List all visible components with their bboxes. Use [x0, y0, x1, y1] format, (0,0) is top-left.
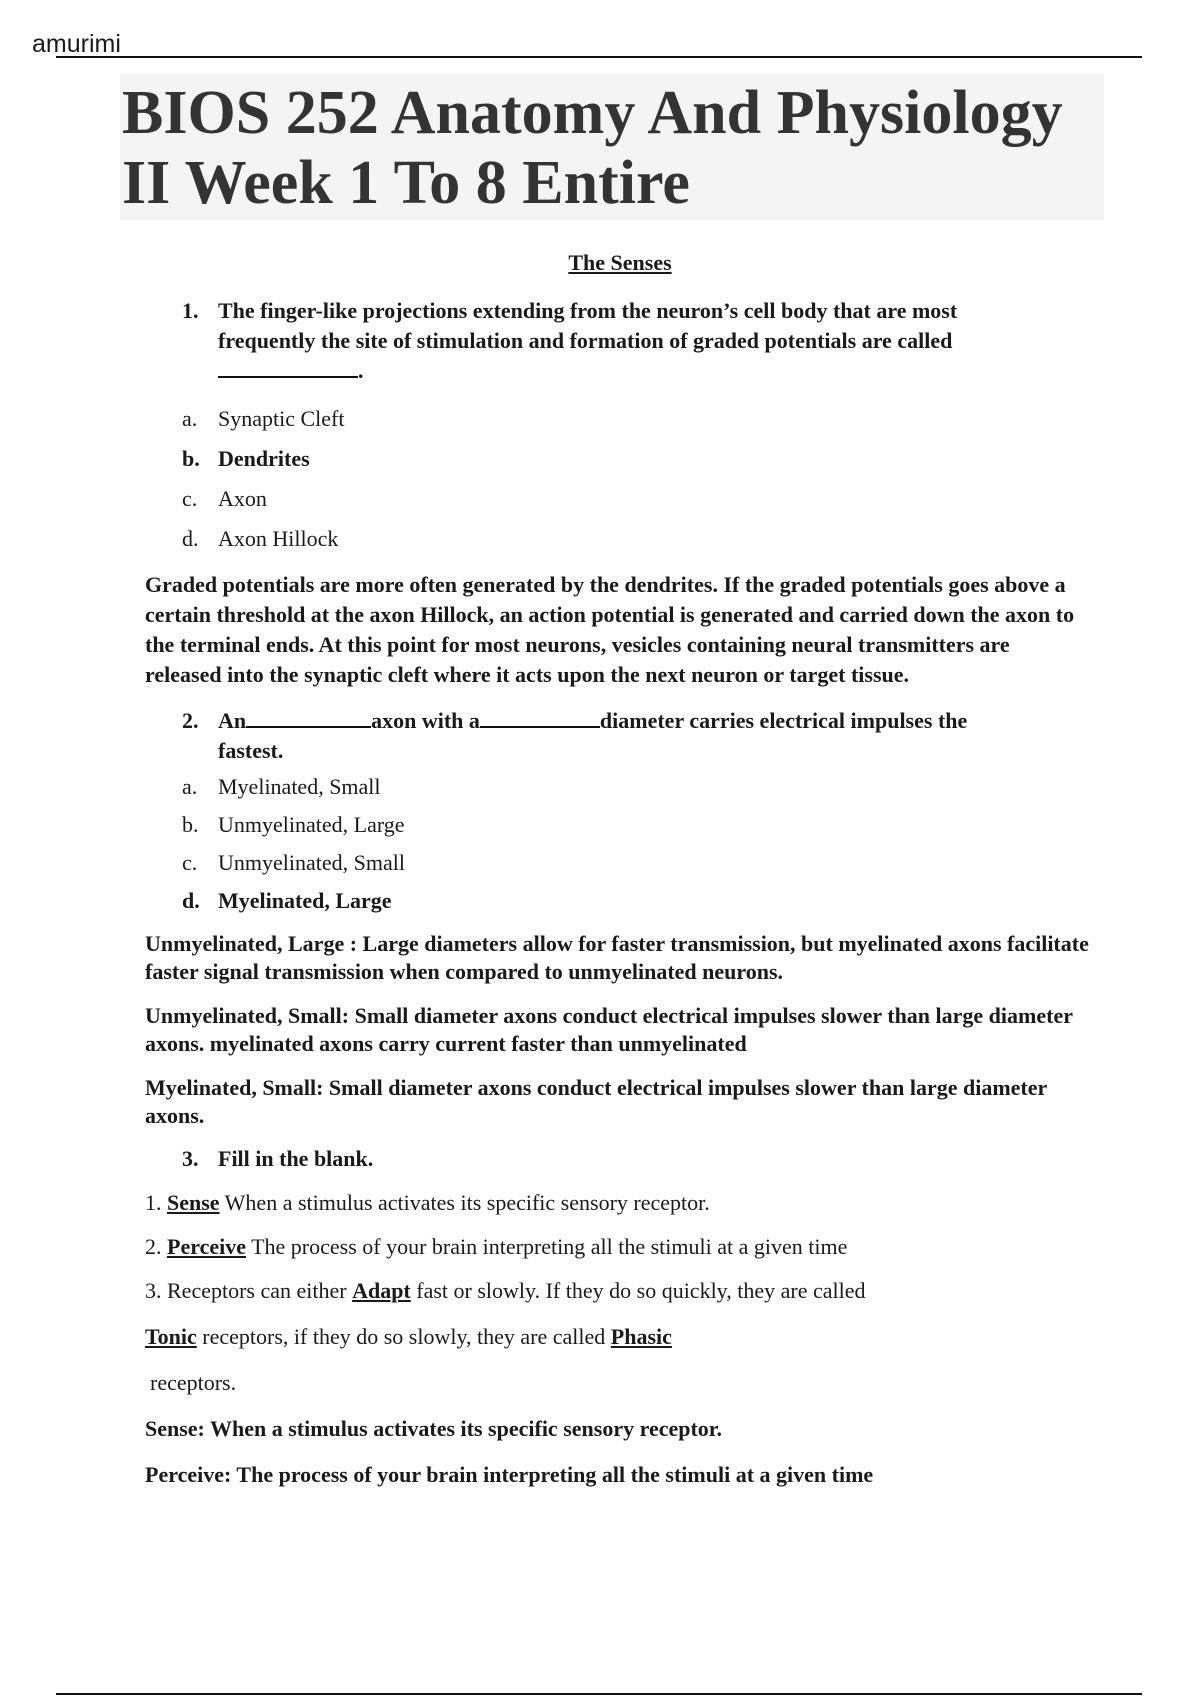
option-d	[182, 526, 1200, 552]
question-number: 2.	[182, 708, 199, 733]
option-text: Dendrites	[218, 446, 310, 471]
option-text: Unmyelinated, Large	[218, 812, 405, 837]
fill-prefix: 3. Receptors can either	[145, 1278, 353, 1303]
fill-prefix: 2.	[145, 1234, 167, 1259]
question-text	[218, 706, 1050, 766]
option-letter: c.	[182, 486, 198, 511]
question-text-part: An	[218, 708, 247, 733]
option-letter: d.	[182, 526, 199, 551]
option-c	[182, 486, 1200, 512]
question-text-part: fastest.	[218, 738, 284, 763]
question-3	[182, 1144, 1050, 1174]
footer-rule	[56, 1693, 1142, 1695]
option-d-correct	[182, 888, 1200, 914]
option-text: Axon	[218, 486, 267, 511]
option-b	[182, 812, 1200, 838]
answer-blank	[480, 708, 600, 728]
summary-sense: Sense: When a stimulus activates its specific sensory receptor.	[145, 1416, 723, 1441]
option-b-correct	[182, 446, 1200, 472]
fill-answer: Adapt	[352, 1278, 411, 1303]
summary-perceive: Perceive: The process of your brain interpreting all the stimuli at a given time	[145, 1462, 874, 1487]
option-text: Axon Hillock	[218, 526, 339, 551]
question-2	[182, 706, 1050, 766]
title-line-1: BIOS 252 Anatomy And Physiology	[122, 79, 1063, 147]
question-number: 3.	[182, 1146, 199, 1171]
fill-line-5: receptors.	[150, 1370, 237, 1395]
fill-line-4	[145, 1322, 1090, 1352]
explanation-q2-b: Unmyelinated, Small: Small diameter axons conduct electrical impulses slower than large diameter axons. myelinated axons carry current faster than unmyelinated	[145, 1003, 1073, 1056]
option-a	[182, 774, 1200, 800]
fill-prefix: 1.	[145, 1190, 167, 1215]
option-letter: d.	[182, 888, 200, 913]
answer-blank	[246, 708, 371, 728]
explanation-q2-a: Unmyelinated, Large : Large diameters allow for faster transmission, but myelinated axons facilitate faster signal transmission when compared to unmyelinated neurons.	[145, 931, 1089, 984]
option-text: Myelinated, Large	[218, 888, 392, 913]
option-text: Synaptic Cleft	[218, 406, 345, 431]
question-1	[182, 296, 1050, 386]
question-number: 1.	[182, 298, 199, 323]
explanation-q2-c: Myelinated, Small: Small diameter axons conduct electrical impulses slower than large diameter axons.	[145, 1075, 1047, 1128]
question-text-body: The finger-like projections extending from the neuron’s cell body that are most frequently the site of stimulation and formation of graded potentials are called	[218, 298, 958, 353]
fill-rest: When a stimulus activates its specific sensory receptor.	[219, 1190, 710, 1215]
title-box	[120, 74, 1104, 220]
question-text: The finger-like projections extending from the neuron’s cell body that are most frequently the site of stimulation and formation of graded potentials are called .	[218, 298, 958, 383]
document-title	[122, 78, 1104, 218]
option-c	[182, 850, 1200, 876]
uploader-name: amurimi	[32, 30, 121, 58]
question-text-part: diameter carries electrical impulses the	[599, 708, 968, 733]
option-letter: a.	[182, 406, 198, 431]
option-a	[182, 406, 1200, 432]
option-text: Unmyelinated, Small	[218, 850, 405, 875]
option-letter: b.	[182, 446, 200, 471]
fill-answer: Sense	[167, 1190, 220, 1215]
option-letter: c.	[182, 850, 198, 875]
fill-rest: The process of your brain interpreting all the stimuli at a given time	[245, 1234, 848, 1259]
section-title: The Senses	[568, 250, 672, 275]
option-text: Myelinated, Small	[218, 774, 381, 799]
fill-answer: Perceive	[167, 1234, 246, 1259]
title-line-2: II Week 1 To 8 Entire	[122, 149, 690, 217]
question-text: Fill in the blank.	[218, 1146, 374, 1171]
question-text-part: axon with a	[371, 708, 480, 733]
fill-rest: receptors, if they do so slowly, they are called	[196, 1324, 611, 1349]
fill-answer: Phasic	[610, 1324, 672, 1349]
fill-line-3	[145, 1276, 1090, 1306]
fill-line-2	[145, 1232, 1090, 1262]
fill-rest: fast or slowly. If they do so quickly, they are called	[410, 1278, 866, 1303]
fill-answer: Tonic	[145, 1324, 197, 1349]
answer-blank	[218, 358, 358, 378]
explanation-q1: Graded potentials are more often generated by the dendrites. If the graded potentials goes above a certain threshold at the axon Hillock, an action potential is generated and carried down the axon to the terminal ends. At this point for most neurons, vesicles containing neural transmitters are released into the synaptic cleft where it acts upon the next neuron or target tissue.	[145, 572, 1075, 687]
fill-line-1	[145, 1188, 1090, 1218]
header-rule	[56, 56, 1142, 58]
option-letter: a.	[182, 774, 198, 799]
document-body	[0, 250, 1200, 1490]
option-letter: b.	[182, 812, 199, 837]
